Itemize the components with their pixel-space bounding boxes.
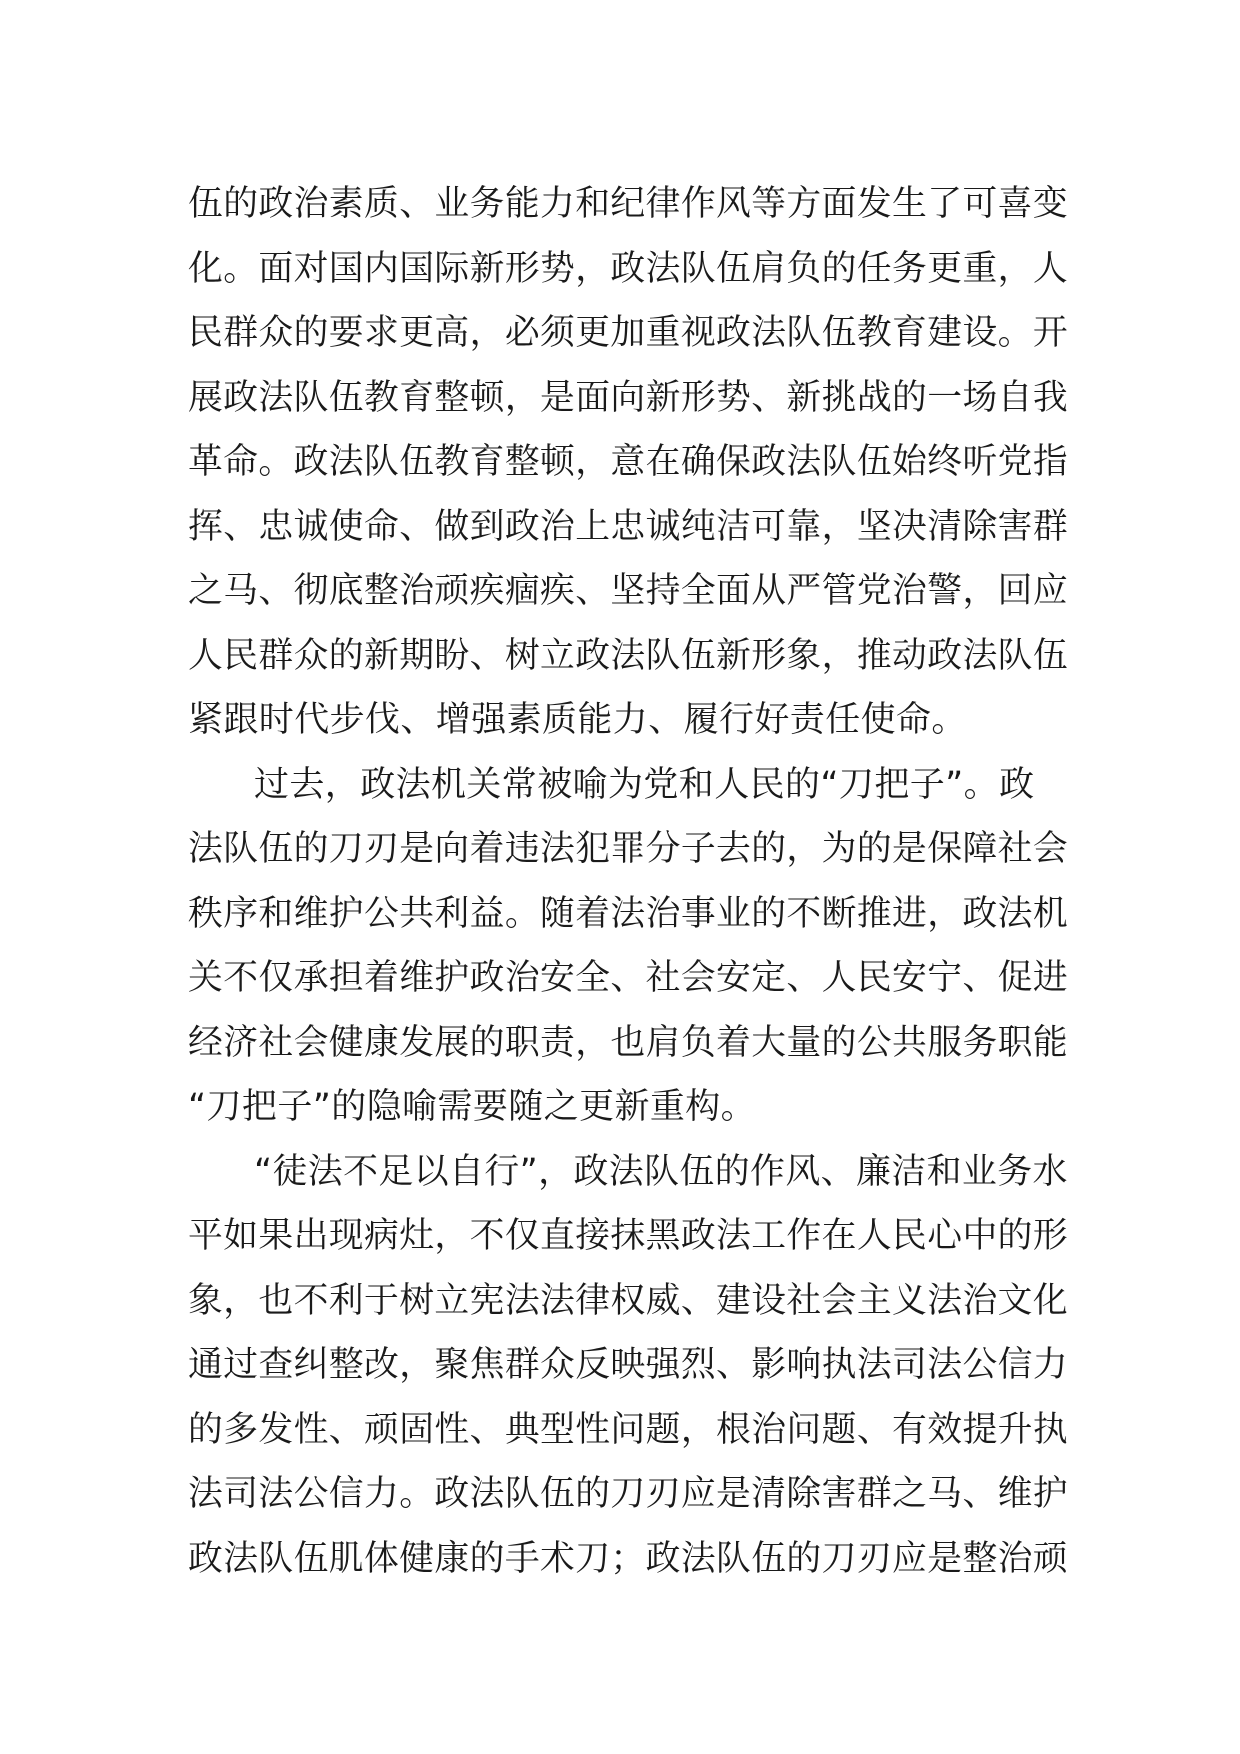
text-line: 革命。政法队伍教育整顿，意在确保政法队伍始终听党指 — [188, 442, 1069, 482]
body-text — [188, 172, 1068, 1591]
text-line: 通过查纠整改，聚焦群众反映强烈、影响执法司法公信力 — [188, 1345, 1069, 1385]
text-line: 秩序和维护公共利益。随着法治事业的不断推进，政法机 — [188, 893, 1069, 934]
text-line: 紧跟时代步伐、增强素质能力、履行好责任使命。 — [188, 700, 967, 740]
text-line: 象，也不利于树立宪法法律权威、建设社会主义法治文化 — [188, 1280, 1069, 1321]
text-line: 化。面对国内国际新形势，政法队伍肩负的任务更重，人 — [188, 248, 1069, 289]
text-line: 关不仅承担着维护政治安全、社会安定、人民安宁、促进 — [188, 958, 1069, 998]
text-line: 民群众的要求更高，必须更加重视政法队伍教育建设。开 — [188, 313, 1069, 353]
text-line: 经济社会健康发展的职责，也肩负着大量的公共服务职能 — [188, 1022, 1069, 1063]
text-line: 平如果出现病灶，不仅直接抹黑政法工作在人民心中的形 — [188, 1216, 1069, 1256]
text-line: 法队伍的刀刃是向着违法犯罪分子去的，为的是保障社会 — [188, 829, 1069, 869]
text-line: 人民群众的新期盼、树立政法队伍新形象，推动政法队伍 — [188, 635, 1069, 676]
paragraph-first-line: “徒法不足以自行”，政法队伍的作风、廉洁和业务水 — [254, 1151, 1068, 1192]
text-line: 挥、忠诚使命、做到政治上忠诚纯洁可靠，坚决清除害群 — [188, 506, 1069, 547]
text-line: 伍的政治素质、业务能力和纪律作风等方面发生了可喜变 — [188, 184, 1069, 224]
paragraph-first-line: 过去，政法机关常被喻为党和人民的“刀把子”。政 — [254, 764, 1035, 805]
text-line: 法司法公信力。政法队伍的刀刃应是清除害群之马、维护 — [188, 1474, 1069, 1514]
text-line: 的多发性、顽固性、典型性问题，根治问题、有效提升执 — [188, 1409, 1069, 1450]
text-line: 展政法队伍教育整顿，是面向新形势、新挑战的一场自我 — [188, 377, 1069, 418]
text-line: 之马、彻底整治顽疾痼疾、坚持全面从严管党治警，回应 — [188, 571, 1069, 611]
text-line: “刀把子”的隐喻需要随之更新重构。 — [188, 1087, 757, 1127]
text-line: 政法队伍肌体健康的手术刀；政法队伍的刀刃应是整治顽 — [188, 1538, 1069, 1579]
